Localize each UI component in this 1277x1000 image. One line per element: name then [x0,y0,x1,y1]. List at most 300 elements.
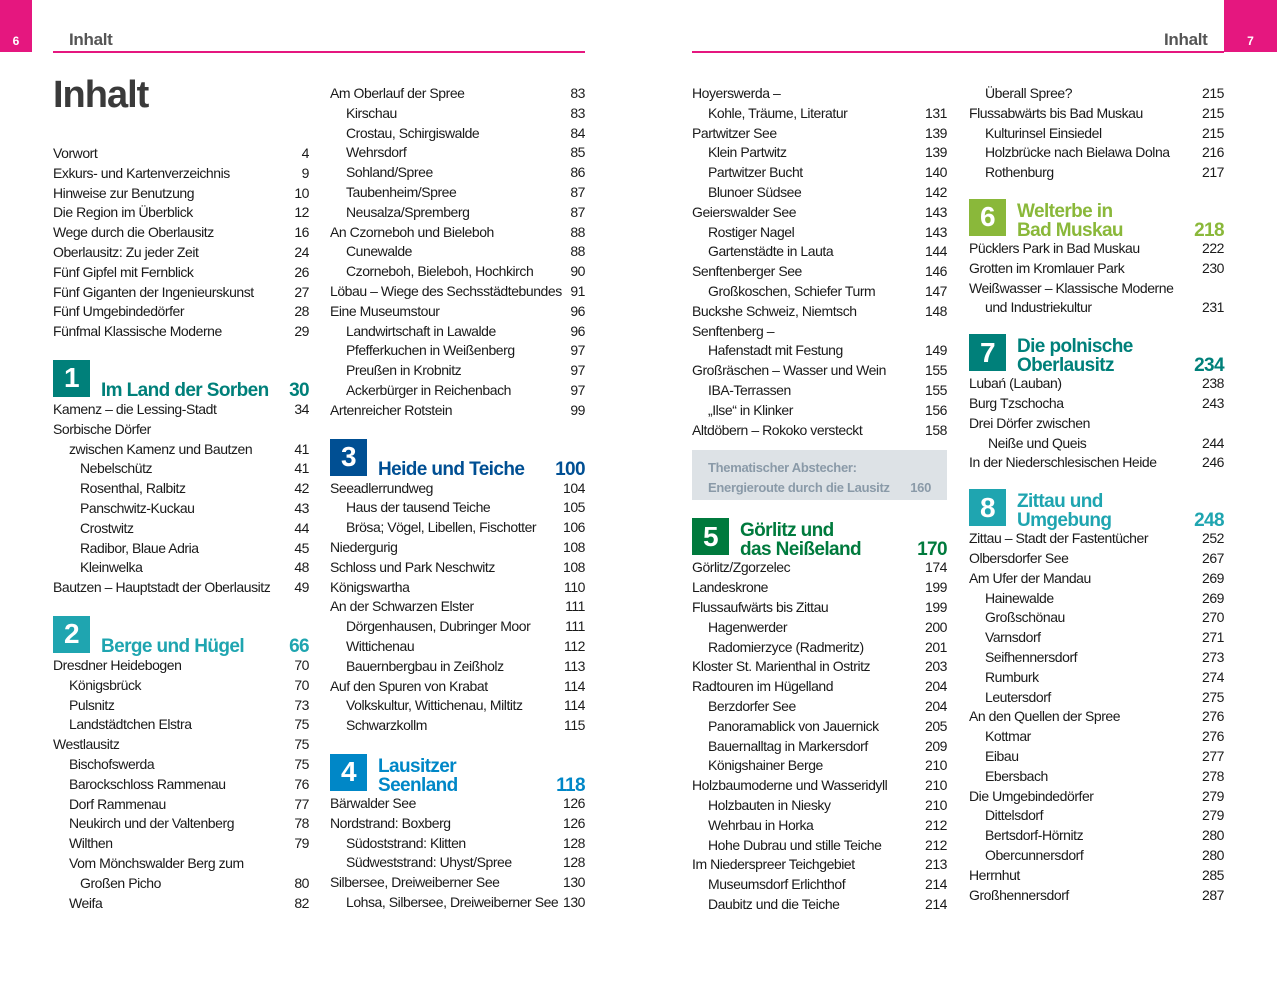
section-number-badge: 2 [53,616,90,653]
toc-entry-title: Lubań (Lauban) [969,375,1062,392]
toc-entry[interactable] [53,539,309,559]
toc-entry[interactable] [692,776,947,796]
toc-entry-title: Dresdner Heidebogen [53,656,182,673]
toc-entry-title: Bauernbergbau in Zeißholz [346,657,504,674]
section-5-header[interactable] [692,518,947,561]
toc-entry-page: 112 [564,637,585,654]
toc-entry-page: 114 [564,677,585,694]
toc-entry[interactable] [969,414,1224,434]
toc-entry[interactable] [330,124,585,144]
toc-entry[interactable] [692,836,947,856]
toc-entry-title: Westlausitz [53,736,120,753]
toc-entry[interactable] [969,529,1224,549]
toc-entry-title: Am Ufer der Mandau [969,569,1091,586]
toc-entry[interactable] [692,618,947,638]
toc-entry-title: Gartenstädte in Lauta [708,243,834,260]
toc-entry[interactable] [53,440,309,460]
toc-entry[interactable] [53,459,309,479]
section-title-line-1: Lausitzer [378,755,457,777]
toc-entry-page: 230 [1201,259,1224,276]
toc-entry-page: 9 [301,164,309,181]
toc-entry[interactable] [692,203,947,223]
toc-entry[interactable] [53,755,309,775]
toc-entry[interactable] [692,124,947,144]
toc-entry[interactable] [969,886,1224,906]
section-page: 170 [917,539,947,561]
toc-entry-page: 106 [562,519,585,536]
toc-entry[interactable] [692,341,947,361]
toc-entry-page: 285 [1201,866,1224,883]
toc-entry-page: 75 [294,716,309,733]
toc-entry[interactable] [692,163,947,183]
toc-entry-page: 204 [924,678,947,695]
toc-entry-page: 111 [565,598,585,615]
toc-entry-title: Weifa [69,894,103,911]
toc-entry-title: Vorwort [53,145,98,161]
toc-entry[interactable] [969,143,1224,163]
toc-list-section-3 [330,479,585,736]
toc-entry[interactable] [969,668,1224,688]
toc-entry[interactable] [969,846,1224,866]
toc-entry[interactable] [53,795,309,815]
toc-entry[interactable] [692,262,947,282]
toc-entry[interactable] [969,608,1224,628]
toc-entry[interactable] [692,677,947,697]
toc-entry[interactable] [692,895,947,915]
toc-entry[interactable] [330,242,585,262]
toc-entry[interactable] [969,104,1224,124]
toc-entry-page: 215 [1201,104,1224,121]
toc-entry-page: 41 [294,440,309,457]
toc-entry[interactable] [330,814,585,834]
toc-entry-page: 82 [294,894,309,911]
toc-entry-title: In der Niederschlesischen Heide [969,454,1157,471]
toc-entry-title: Radtouren im Hügelland [692,678,834,695]
toc-entry-title: Nebelschütz [80,460,153,477]
toc-entry-title: Holzbrücke nach Bielawa Dolna [985,144,1170,161]
toc-entry[interactable] [53,479,309,499]
toc-entry[interactable] [330,361,585,381]
toc-entry[interactable] [53,676,309,696]
toc-entry[interactable] [969,84,1224,104]
toc-entry-page: 140 [924,164,947,181]
toc-entry-page: 41 [294,460,309,477]
toc-entry-page: 75 [294,755,309,772]
toc-entry[interactable] [53,854,309,874]
toc-entry-page: 29 [294,323,309,340]
toc-entry-page: 215 [1201,85,1224,101]
page-number-left: 6 [0,0,32,52]
toc-entry-page: 24 [294,243,309,260]
thematic-label: Thematischer Abstecher: [708,460,857,476]
page-number-right: 7 [1224,0,1277,52]
toc-entry-page: 4 [301,145,309,161]
toc-entry[interactable] [969,259,1224,279]
toc-entry-title: Die Umgebindedörfer [969,787,1094,804]
toc-entry[interactable] [692,796,947,816]
section-2-header[interactable] [53,616,309,656]
toc-entry[interactable] [330,341,585,361]
section-title [378,757,458,795]
toc-entry-title: Vom Mönchswalder Berg zum [69,854,244,871]
toc-entry[interactable] [969,747,1224,767]
toc-entry[interactable] [330,381,585,401]
toc-entry-page: 128 [562,834,585,851]
toc-entry[interactable] [53,696,309,716]
toc-entry-page: 267 [1201,549,1224,566]
toc-entry[interactable] [53,223,309,243]
toc-entry-page: 70 [294,656,309,673]
toc-entry-title: Kottmar [985,728,1031,745]
toc-entry-title: Museumsdorf Erlichthof [708,876,846,893]
toc-entry[interactable] [969,688,1224,708]
toc-entry[interactable] [969,298,1224,318]
toc-entry-page: 205 [924,717,947,734]
section-title-line-2: Bad Muskau [1017,219,1123,241]
toc-entry-title: Bauernalltag in Markersdorf [708,737,868,754]
toc-entry[interactable] [969,394,1224,414]
toc-entry-title: Königswartha [330,578,410,595]
toc-entry[interactable] [330,538,585,558]
toc-entry-title: Überall Spree? [985,85,1073,101]
toc-entry[interactable] [969,124,1224,144]
toc-entry-page: 212 [924,816,947,833]
toc-entry[interactable] [969,826,1224,846]
toc-entry-title: Crostau, Schirgiswalde [346,124,480,141]
toc-entry-page: 87 [570,203,585,220]
toc-entry[interactable] [692,657,947,677]
toc-entry-title: An den Quellen der Spree [969,708,1121,725]
toc-entry[interactable] [53,814,309,834]
toc-entry-title: Dörgenhausen, Dubringer Moor [346,618,531,635]
toc-entry[interactable] [969,163,1224,183]
toc-entry[interactable] [692,401,947,421]
toc-entry[interactable] [330,498,585,518]
section-title-line-2: Seenland [378,774,458,796]
toc-entry-title: Panoramablick von Jauernick [708,717,879,734]
toc-entry-title: An Czorneboh und Bieleboh [330,223,494,240]
toc-entry[interactable] [53,243,309,263]
running-title-left: Inhalt [69,30,113,49]
thematic-page: 160 [910,480,931,496]
toc-entry-title: Altdöbern – Rokoko versteckt [692,421,863,438]
section-page: 100 [555,458,585,480]
toc-entry-title: Dittelsdorf [985,807,1044,824]
toc-list-section-4 [330,794,585,913]
toc-list-col4-a [969,84,1224,183]
thematic-title: Energieroute durch die Lausitz [708,480,890,496]
toc-entry[interactable] [53,283,309,303]
toc-entry-page: 104 [562,479,585,496]
toc-entry[interactable] [692,737,947,757]
toc-entry-title: Nordstrand: Boxberg [330,814,451,831]
toc-entry-page: 97 [570,362,585,379]
toc-entry-page: 238 [1201,375,1224,392]
toc-entry-title: Großhennersdorf [969,886,1069,903]
toc-entry[interactable] [330,203,585,223]
section-7-header[interactable] [969,334,1224,377]
toc-entry-title: Oberlausitz: Zu jeder Zeit [53,243,199,260]
section-8-header[interactable] [969,489,1224,532]
toc-entry-page: 130 [562,874,585,891]
toc-entry[interactable] [53,322,309,342]
toc-entry[interactable] [969,767,1224,787]
section-6-header[interactable] [969,199,1224,239]
toc-entry[interactable] [53,420,309,440]
toc-entry[interactable] [969,787,1224,807]
toc-entry-page: 222 [1201,239,1224,256]
toc-entry-page: 148 [924,302,947,319]
toc-entry-page: 214 [924,895,947,912]
toc-entry-page: 273 [1201,648,1224,665]
toc-entry[interactable] [692,322,947,342]
toc-entry[interactable] [330,617,585,637]
toc-entry[interactable] [969,648,1224,668]
toc-entry-title: Artenreicher Rotstein [330,401,453,418]
toc-entry-title: Holzbauten in Niesky [708,796,831,813]
toc-entry-title: Hainewalde [985,589,1054,606]
toc-entry-title: Geierswalder See [692,203,797,220]
toc-entry-page: 28 [294,303,309,320]
section-number-badge: 3 [330,439,367,476]
toc-entry-title: Schloss und Park Neschwitz [330,558,495,575]
toc-entry[interactable] [692,638,947,658]
toc-entry-page: 42 [294,480,309,497]
toc-entry-title: Preußen in Krobnitz [346,362,462,379]
toc-entry[interactable] [692,756,947,776]
thematic-excursion-box[interactable] [692,450,947,500]
toc-entry[interactable] [330,558,585,578]
toc-entry[interactable] [692,816,947,836]
toc-entry[interactable] [330,677,585,697]
toc-entry[interactable] [53,499,309,519]
toc-entry[interactable] [692,717,947,737]
toc-entry[interactable] [969,727,1224,747]
toc-entry-title: Auf den Spuren von Krabat [330,677,488,694]
toc-entry-title: Hagenwerder [708,618,788,635]
toc-entry[interactable] [330,578,585,598]
toc-entry[interactable] [969,707,1224,727]
toc-entry-title: Obercunnersdorf [985,846,1084,863]
toc-entry[interactable] [692,875,947,895]
toc-entry[interactable] [969,866,1224,886]
toc-entry-title: Leutersdorf [985,688,1051,705]
section-title [740,521,861,559]
toc-entry-title: Wehrsdorf [346,144,407,161]
toc-entry[interactable] [53,578,309,598]
toc-entry[interactable] [330,302,585,322]
toc-entry[interactable] [692,558,947,578]
toc-entry[interactable] [692,223,947,243]
toc-entry[interactable] [969,279,1224,299]
toc-entry-title: Exkurs- und Kartenverzeichnis [53,164,230,181]
toc-entry[interactable] [969,569,1224,589]
toc-entry-page: 279 [1201,807,1224,824]
toc-entry[interactable] [330,657,585,677]
toc-entry[interactable] [330,163,585,183]
toc-entry-page: 252 [1201,530,1224,547]
toc-entry-page: 270 [1201,609,1224,626]
toc-entry[interactable] [692,421,947,441]
toc-entry[interactable] [330,716,585,736]
toc-entry-title: Berzdorfer See [708,697,796,714]
toc-entry[interactable] [53,775,309,795]
toc-entry[interactable] [692,381,947,401]
toc-entry-page: 209 [924,737,947,754]
toc-entry[interactable] [692,578,947,598]
toc-entry[interactable] [330,84,585,104]
toc-entry-page: 49 [294,579,309,596]
toc-entry[interactable] [692,361,947,381]
toc-entry[interactable] [692,855,947,875]
toc-list-section-1 [53,400,309,598]
toc-entry[interactable] [53,400,309,420]
section-title: Berge und Hügel [101,635,245,657]
toc-entry[interactable] [969,806,1224,826]
section-3-header[interactable] [330,439,585,479]
toc-entry[interactable] [330,104,585,124]
toc-entry[interactable] [969,239,1224,259]
toc-entry-page: 87 [570,183,585,200]
toc-entry-title: Seifhennersdorf [985,648,1078,665]
toc-entry[interactable] [53,558,309,578]
toc-entry-title: Lohsa, Silbersee, Dreiweiberner See [346,893,559,910]
toc-entry-page: 88 [570,243,585,260]
toc-entry-title: Bautzen – Hauptstadt der Oberlausitz [53,579,271,596]
toc-entry[interactable] [330,597,585,617]
toc-entry[interactable] [53,263,309,283]
toc-entry-page: 278 [1201,767,1224,784]
toc-entry[interactable] [969,628,1224,648]
toc-entry[interactable] [969,589,1224,609]
toc-entry[interactable] [969,549,1224,569]
toc-entry[interactable] [692,242,947,262]
toc-list-section-6 [969,239,1224,318]
toc-entry-title: Grotten im Kromlauer Park [969,259,1125,276]
toc-entry[interactable] [53,144,309,164]
section-1-header[interactable] [53,360,309,400]
toc-entry-title: Großräschen – Wasser und Wein [692,362,886,379]
toc-entry[interactable] [53,874,309,894]
toc-entry-page: 146 [924,263,947,280]
toc-entry-title: Barockschloss Rammenau [69,775,226,792]
section-title [1017,492,1111,530]
section-page: 218 [1194,219,1224,241]
toc-entry-title: Niedergurig [330,538,398,555]
toc-entry[interactable] [330,696,585,716]
toc-entry-page: 43 [294,499,309,516]
toc-entry[interactable] [330,183,585,203]
toc-entry[interactable] [53,164,309,184]
toc-entry-page: 108 [562,558,585,575]
toc-entry[interactable] [969,453,1224,473]
toc-entry[interactable] [330,479,585,499]
section-page: 234 [1194,355,1224,377]
toc-entry[interactable] [53,894,309,914]
toc-entry[interactable] [692,183,947,203]
toc-entry-title: Wilthen [69,835,113,852]
toc-entry-title: Eibau [985,747,1019,764]
toc-entry[interactable] [692,143,947,163]
toc-entry-page: 99 [570,401,585,418]
toc-column-2 [330,84,585,913]
toc-entry[interactable] [692,697,947,717]
toc-entry[interactable] [53,184,309,204]
toc-entry-page: 97 [570,381,585,398]
toc-entry[interactable] [53,715,309,735]
toc-entry[interactable] [692,84,947,104]
toc-entry-page: 115 [564,717,585,734]
toc-entry-page: 26 [294,263,309,280]
toc-entry-page: 155 [924,362,947,379]
toc-entry[interactable] [330,873,585,893]
toc-entry[interactable] [330,518,585,538]
toc-entry-title: Görlitz/Zgorzelec [692,559,791,576]
toc-entry-title: Eine Museumstour [330,302,440,319]
toc-entry[interactable] [53,203,309,223]
running-title-right: Inhalt [1164,30,1208,49]
toc-entry-page: 280 [1201,846,1224,863]
toc-entry-page: 280 [1201,827,1224,844]
toc-entry[interactable] [692,282,947,302]
toc-entry-title: Brösa; Vögel, Libellen, Fischotter [346,519,537,536]
section-4-header[interactable] [330,754,585,794]
toc-entry-page: 79 [294,835,309,852]
section-number-badge: 4 [330,754,367,791]
toc-entry-page: 144 [924,243,947,260]
toc-entry[interactable] [53,302,309,322]
toc-entry[interactable] [330,834,585,854]
toc-entry-page: 199 [924,598,947,615]
toc-entry[interactable] [330,853,585,873]
toc-entry[interactable] [330,262,585,282]
toc-entry[interactable] [692,302,947,322]
toc-entry[interactable] [330,794,585,814]
toc-entry-title: Südweststrand: Uhyst/Spree [346,854,512,871]
toc-entry-page: 279 [1201,787,1224,804]
toc-entry-page: 86 [570,164,585,181]
toc-entry-title: Burg Tzschocha [969,394,1064,411]
toc-entry[interactable] [330,893,585,913]
toc-entry[interactable] [330,282,585,302]
toc-entry-title: An der Schwarzen Elster [330,598,474,615]
toc-entry-page: 216 [1201,144,1224,161]
toc-entry[interactable] [969,434,1224,454]
toc-entry[interactable] [330,143,585,163]
toc-entry[interactable] [692,104,947,124]
toc-entry-page: 143 [924,203,947,220]
toc-entry[interactable] [330,401,585,421]
toc-entry[interactable] [53,735,309,755]
toc-entry-title: Panschwitz-Kuckau [80,499,195,516]
toc-entry[interactable] [53,519,309,539]
toc-entry[interactable] [53,834,309,854]
toc-entry-title: Silbersee, Dreiweiberner See [330,874,500,891]
toc-entry-page: 142 [924,183,947,200]
toc-entry[interactable] [969,374,1224,394]
toc-entry-title: Senftenberg – [692,322,775,339]
header-rule-right [692,51,1224,53]
toc-entry-title: Bärwalder See [330,794,416,811]
toc-entry[interactable] [53,656,309,676]
toc-entry-page: 84 [570,124,585,141]
toc-entry[interactable] [330,637,585,657]
toc-entry[interactable] [692,598,947,618]
toc-entry-page: 27 [294,283,309,300]
toc-entry[interactable] [330,223,585,243]
toc-entry[interactable] [330,322,585,342]
toc-entry-title: Königshainer Berge [708,757,823,774]
